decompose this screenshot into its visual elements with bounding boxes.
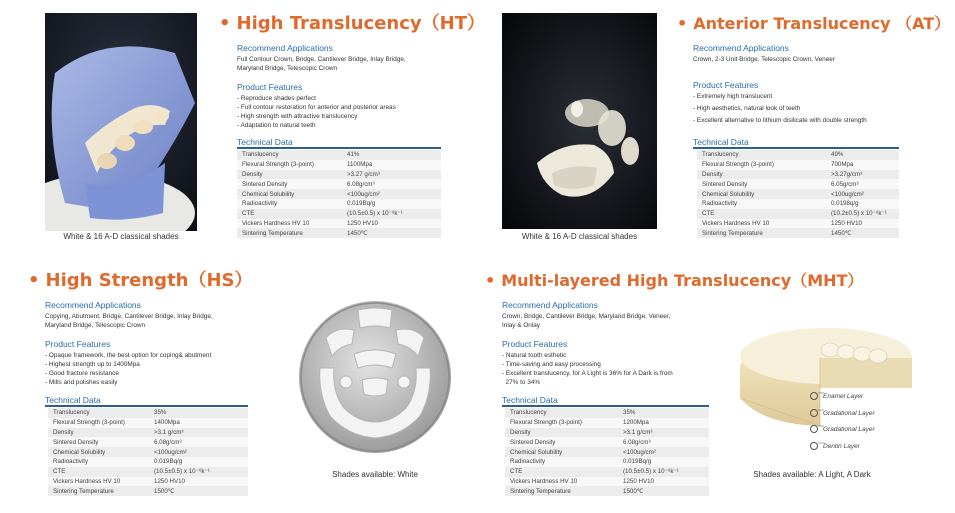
mht-features-list	[502, 351, 673, 387]
table-row	[48, 467, 248, 477]
table-value: 1200Mpa	[618, 418, 709, 428]
mht-caption: Shades available: A Light, A Dark	[753, 470, 871, 479]
layer-label: Enamel Layer	[823, 393, 864, 400]
table-row	[697, 160, 899, 170]
feature-item: - High aesthetics, natural look of teeth	[693, 105, 801, 112]
table-value: 1450℃	[826, 228, 899, 238]
table-row	[697, 228, 899, 238]
table-value: 1400Mpa	[149, 418, 248, 428]
at-rec-heading: Recommend Applications	[693, 43, 789, 53]
table-key: CTE	[505, 467, 618, 477]
layer-label: Dentin Layer	[823, 442, 860, 450]
feature-item: - Mills and polishes easily	[45, 379, 118, 386]
hs-rec-heading: Recommend Applications	[45, 300, 141, 310]
layer-marker-icon	[810, 439, 875, 456]
feature-item: - Good fracture resistance	[45, 370, 119, 377]
table-value: 6.08g/cm³	[618, 437, 709, 447]
table-key: Flexural Strength (3-point)	[697, 160, 826, 170]
feature-item: - Excellent alternative to lithium disilicate with double strength	[693, 117, 867, 124]
table-value: 35%	[149, 408, 248, 418]
table-key: Translucency	[237, 150, 342, 160]
table-row	[237, 160, 441, 170]
ht-features-list	[237, 94, 396, 130]
table-value: 6.08g/cm³	[342, 179, 441, 189]
hs-features-list	[45, 351, 211, 387]
rec-line: Copying, Abutment, Bridge, Cantilever Bridge, Inlay Bridge,	[45, 313, 213, 320]
rec-line: Maryland Bridge, Telescopic Crown	[237, 65, 338, 72]
at-tech-rule	[693, 147, 899, 149]
feature-item: 27% to 34%	[502, 379, 541, 386]
table-key: Density	[697, 170, 826, 180]
ht-tech-heading: Technical Data	[237, 137, 293, 147]
table-key: Vickers Hardness HV 10	[697, 219, 826, 229]
table-value: 41%	[342, 150, 441, 160]
table-row	[697, 150, 899, 160]
table-row	[505, 437, 709, 447]
table-value: >3.27 g/cm³	[342, 170, 441, 180]
table-value: 1450℃	[342, 228, 441, 238]
layer-marker-icon	[810, 389, 875, 406]
rec-line: Full Contour Crown, Bridge, Cantilever Bridge, Inlay Bridge,	[237, 56, 406, 63]
table-value: 1500℃	[149, 486, 248, 496]
mht-tech-heading: Technical Data	[502, 395, 558, 405]
table-key: Radioactivity	[48, 457, 149, 467]
feature-item: - Extremely high translucent	[693, 93, 773, 100]
table-value: 700Mpa	[826, 160, 899, 170]
table-row	[48, 447, 248, 457]
table-value: (10.5±0.5) x 10⁻⁶k⁻¹	[149, 467, 248, 477]
table-key: Radioactivity	[697, 199, 826, 209]
table-row	[505, 408, 709, 418]
table-row	[697, 189, 899, 199]
table-key: Sintered Density	[237, 179, 342, 189]
table-row	[48, 457, 248, 467]
table-row	[505, 467, 709, 477]
table-key: Vickers Hardness HV 10	[237, 219, 342, 229]
hs-features-heading: Product Features	[45, 339, 111, 349]
at-caption: White & 16 A-D classical shades	[521, 232, 638, 241]
bullet-dot-icon: •	[28, 270, 40, 291]
table-key: Flexural Strength (3-point)	[48, 418, 149, 428]
table-key: Chemical Solubility	[697, 189, 826, 199]
ht-title: • High Translucency（HT）	[219, 13, 485, 34]
feature-item: - Natural tooth esthetic	[502, 352, 567, 359]
table-key: CTE	[237, 209, 342, 219]
table-key: Radioactivity	[505, 457, 618, 467]
table-value: 35%	[618, 408, 709, 418]
layer-label: Gradational Layer	[823, 426, 875, 433]
table-value: <100ug/cm²	[826, 189, 899, 199]
table-row	[237, 170, 441, 180]
table-value: 6.08g/cm³	[149, 437, 248, 447]
table-key: Sintering Temperature	[697, 228, 826, 238]
table-row	[237, 228, 441, 238]
layer-marker-icon	[810, 406, 875, 423]
table-row	[505, 418, 709, 428]
ht-caption: White & 16 A-D classical shades	[63, 232, 179, 241]
mht-layer-labels	[810, 389, 875, 455]
table-row	[48, 428, 248, 438]
table-value: 6.05g/cm³	[826, 179, 899, 189]
rec-line: Crown, 2-3 Unit Bridge, Telescopic Crown, Veneer	[693, 56, 835, 63]
feature-item: - Excellent translucency, for A Light is 36% for A Dark is from	[502, 370, 673, 377]
hs-title: • High Strength（HS）	[28, 270, 253, 291]
at-features-heading: Product Features	[693, 80, 759, 90]
table-value: 0.019Bq/g	[149, 457, 248, 467]
at-title: • Anterior Translucency （AT）	[677, 14, 951, 33]
table-key: Density	[48, 428, 149, 438]
table-key: Chemical Solubility	[505, 447, 618, 457]
bullet-dot-icon: •	[677, 14, 688, 33]
table-row	[48, 418, 248, 428]
table-value: 0.019Bq/g	[342, 199, 441, 209]
table-key: Sintered Density	[48, 437, 149, 447]
hs-caption: Shades available: White	[332, 470, 418, 479]
table-key: CTE	[48, 467, 149, 477]
at-rec-text	[693, 55, 835, 64]
table-key: Translucency	[48, 408, 149, 418]
table-key: Radioactivity	[237, 199, 342, 209]
table-value: 1250 HV10	[618, 477, 709, 487]
ht-product-photo	[45, 13, 197, 231]
table-key: Flexural Strength (3-point)	[505, 418, 618, 428]
table-row	[237, 199, 441, 209]
rec-line: Inlay & Onlay	[502, 322, 541, 329]
table-key: Chemical Solubility	[48, 447, 149, 457]
table-row	[505, 477, 709, 487]
table-row	[237, 179, 441, 189]
table-value: >3.1 g/cm³	[149, 428, 248, 438]
table-key: Sintered Density	[697, 179, 826, 189]
table-row	[237, 189, 441, 199]
at-features-list	[693, 91, 867, 127]
layer-label: Gradational Layer	[823, 409, 875, 417]
table-value: 1250 HV10	[149, 477, 248, 487]
table-row	[48, 477, 248, 487]
feature-item: - Full contour restoration for anterior and posterior areas	[237, 104, 396, 111]
table-row	[505, 486, 709, 496]
feature-item: - Time-saving and easy processing	[502, 361, 601, 368]
table-key: Flexural Strength (3-point)	[237, 160, 342, 170]
table-value: 1100Mpa	[342, 160, 441, 170]
layer-marker-icon	[810, 422, 875, 439]
feature-item: - Highest strength up to 1400Mpa	[45, 361, 140, 368]
table-value: 0.0198q/g	[826, 199, 899, 209]
table-value: <100ug/cm²	[342, 189, 441, 199]
table-key: Translucency	[697, 150, 826, 160]
hs-tech-rule	[45, 405, 248, 407]
table-row	[697, 170, 899, 180]
table-value: (10.2±0.5) x 10⁻⁶k⁻¹	[826, 209, 899, 219]
table-value: (10.5±0.5) x 10⁻⁶k⁻¹	[342, 209, 441, 219]
mht-rec-heading: Recommend Applications	[502, 300, 598, 310]
table-value: 49%	[826, 150, 899, 160]
table-row	[505, 457, 709, 467]
table-key: Vickers Hardness HV 10	[48, 477, 149, 487]
ht-rec-text	[237, 55, 406, 73]
table-value: >3.1 g/cm³	[618, 428, 709, 438]
table-row	[237, 209, 441, 219]
table-key: Chemical Solubility	[237, 189, 342, 199]
table-row	[697, 209, 899, 219]
mht-title: • Multi-layered High Translucency（MHT）	[485, 271, 864, 290]
table-value: 0.019Bq/g	[618, 457, 709, 467]
bullet-dot-icon: •	[485, 271, 496, 290]
table-row	[505, 447, 709, 457]
hs-tech-heading: Technical Data	[45, 395, 101, 405]
table-row	[48, 408, 248, 418]
table-key: Density	[237, 170, 342, 180]
table-value: <100ug/cm²	[618, 447, 709, 457]
table-key: CTE	[697, 209, 826, 219]
at-product-photo	[502, 13, 657, 229]
ht-features-heading: Product Features	[237, 82, 303, 92]
table-key: Sintered Density	[505, 437, 618, 447]
ht-tech-table	[237, 150, 441, 238]
table-key: Vickers Hardness HV 10	[505, 477, 618, 487]
feature-item: - High strength with attractive translucency	[237, 113, 358, 120]
table-value: 1250 HV10	[826, 219, 899, 229]
table-key: Sintering Temperature	[48, 486, 149, 496]
mht-rec-text	[502, 312, 670, 330]
at-tech-table	[697, 150, 899, 238]
table-row	[237, 150, 441, 160]
hs-zirconia-disc-photo	[296, 298, 454, 456]
table-key: Translucency	[505, 408, 618, 418]
table-value: >3.27g/cm³	[826, 170, 899, 180]
table-key: Sintering Temperature	[237, 228, 342, 238]
table-row	[697, 199, 899, 209]
hs-tech-table	[48, 408, 248, 496]
feature-item: - Adaptation to natural teeth	[237, 122, 316, 129]
mht-features-heading: Product Features	[502, 339, 568, 349]
table-key: Sintering Temperature	[505, 486, 618, 496]
rec-line: Crown, Bridge, Cantilever Bridge, Maryland Bridge, Veneer,	[502, 313, 671, 320]
table-value: 1250 HV10	[342, 219, 441, 229]
table-row	[48, 437, 248, 447]
table-key: Density	[505, 428, 618, 438]
feature-item: - Reproduce shades perfect	[237, 95, 316, 102]
table-row	[48, 486, 248, 496]
ht-rec-heading: Recommend Applications	[237, 43, 333, 53]
at-tech-heading: Technical Data	[693, 137, 749, 147]
mht-tech-table	[505, 408, 709, 496]
table-row	[237, 219, 441, 229]
table-row	[697, 219, 899, 229]
table-value: <100ug/cm²	[149, 447, 248, 457]
table-row	[505, 428, 709, 438]
table-value: 1500℃	[618, 486, 709, 496]
mht-tech-rule	[502, 405, 709, 407]
ht-tech-rule	[237, 147, 441, 149]
bullet-dot-icon: •	[219, 13, 231, 34]
hs-rec-text	[45, 312, 213, 330]
table-value: (10.5±0.5) x 10⁻⁶k⁻¹	[618, 467, 709, 477]
feature-item: - Opaque framework, the best option for coping& abutment	[45, 352, 212, 359]
table-row	[697, 179, 899, 189]
rec-line: Maryland Bridge, Telescopic Crown	[45, 322, 146, 329]
